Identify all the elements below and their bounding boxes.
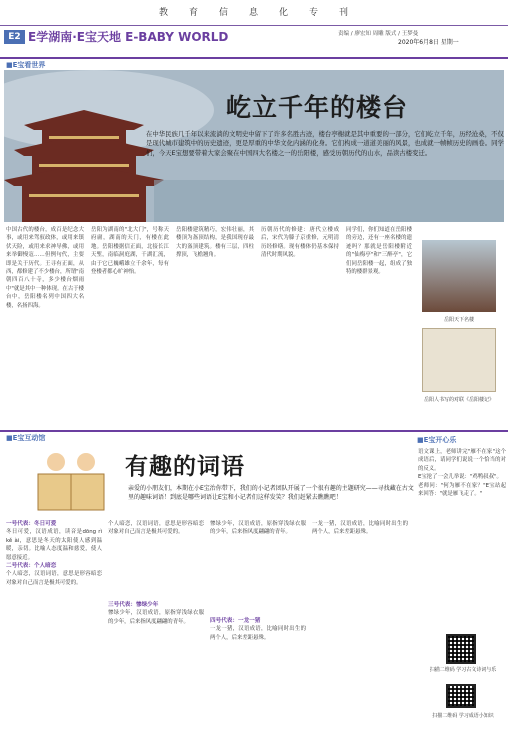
hero-title: 屹立千年的楼台 — [226, 93, 409, 122]
subhead-2: 二号代表：个人暗恋 — [6, 563, 57, 570]
paragraph-1: 冬日可爱，汉语成语，读音是dōng rì kě ài，意思是冬天的太阳使人感到温暖，亲切。比喻人态度温和慈爱，使人愿意接近。 — [6, 529, 102, 561]
subhead-4: 四号代表：一龙一猪 — [210, 617, 261, 624]
qr-code-2[interactable] — [446, 684, 476, 708]
article-column-1: 中国古代的楼台，成百是纪念大事，或用来驾驭政体，或用来镇伏天险，或用来求神导佛，或用来举御慢寇……但例句代，主要即是关于历代。王寻有正面，从西，都修建了不少楼台，所谓"南朝四百八十寺，多少楼台烟雨中"就是其中一种体现。在古于楼台中，岳阳楼名列中国四大名楼，名扬四海。 — [6, 227, 84, 309]
qr-caption-2: 扫描二维码 学习成语小知识 — [432, 713, 494, 719]
tower-photo — [422, 240, 496, 312]
masthead — [0, 0, 508, 26]
section-divider — [0, 57, 508, 68]
qr-code-1[interactable] — [446, 634, 476, 664]
words-column-1 — [6, 520, 102, 730]
words-title: 有趣的词语 — [125, 453, 245, 480]
sidebar-tag: ■E宝开心乐 — [417, 436, 457, 444]
section2-tag: ■E宝互动馆 — [6, 434, 46, 442]
page-code-badge: E2 — [4, 30, 25, 44]
article-column-3: 岳阳楼建筑精巧，宏伟壮丽，其楼顶为盔顶结构，是我国现存最大的盔顶建筑。楼有三层，四柱撑顶，飞檐翘角。 — [176, 227, 254, 259]
article-column-5: 同学们，你们知道在岳阳楼的旁边，还有一座名楼的遗迹吗？那就是岳阳楼附近的"仙梅亭"和"三醉亭"，它们同岳阳楼一起，组成了独特的楼群景观。 — [346, 227, 412, 276]
qr-caption-1: 扫描二维码 学习古文诗词与乐 — [429, 667, 497, 673]
editors-line: 责编 / 廖宏知 周雕 版式 / 王梦曼 — [338, 31, 419, 37]
subhead-1: 一号代表：冬日可爱 — [6, 521, 57, 527]
masthead-title: 教育信息化专刊 — [158, 8, 369, 18]
joke-1: 语文课上，老师讲完"雁不在家"这个成语后，请同学们说说一个恰当的对的反义。 — [418, 449, 506, 472]
article-column-2: 岳阳为湖南的"北大门"，号称天府庸，湖南的天门，有楼在此地。岳阳楼据信正面，北接长江天堑，南临洞庭湖，千湖汇流，由于它已巍峨雄立千余年，每有登楼者都心旷神怡。 — [91, 227, 169, 276]
section1-tag: ■E宝看世界 — [6, 61, 46, 69]
subhead-3: 三号代表：惨绿少年 — [108, 601, 159, 608]
paragraph-2-cont: 个人暗恋，汉语词语，意思是形容暗恋对象对自己而言是极其可爱的。 — [108, 521, 204, 536]
date-line: 2020年6月8日 星期一 — [398, 39, 459, 46]
paragraph-4-cont: 一龙一猪，汉语成语，比喻同时出生的两个人，后来差距悬殊。 — [312, 521, 408, 536]
article-column-4: 历朝历代的修建：唐代立楼成后，宋代为滕子京重修，元明清历经修缮。现有楼体仍基本保持清代时期风貌。 — [261, 227, 339, 259]
paragraph-2: 个人暗恋，汉语词语，意思是形容暗恋对象对自己而言是极其可爱的。 — [6, 571, 102, 586]
calligraphy-photo-caption: 岳阳人书写的对联《岳阳楼记》 — [423, 397, 494, 403]
section-title: E学湖南·E宝天地 E-BABY WORLD — [28, 30, 229, 44]
joke-3: 老师问："何为雁不在家？"E宝站起来回答："就是雁飞走了。" — [418, 482, 506, 498]
tower-photo-caption: 岳阳天下名楼 — [443, 317, 474, 323]
words-column-3 — [210, 520, 306, 730]
paragraph-4: 一龙一猪，汉语成语，比喻同时出生的两个人，后来差距悬殊。 — [210, 626, 306, 641]
words-column-4 — [312, 520, 408, 730]
book-illustration — [30, 446, 112, 518]
words-intro: 亲爱的小朋友们，本期在小E宝治你带下，我们的小记者团队开展了一个很有趣的主题研究——寻找藏在古文里的趣味词语！到底是哪些词语让E宝和小记者们这样发笑？我们赶紧去瞧瞧吧！ — [128, 485, 414, 501]
calligraphy-photo — [422, 328, 496, 392]
joke-2: E宝抢了一会儿举说："鸡鸭叔叔"。 — [418, 474, 502, 481]
words-column-2 — [108, 520, 204, 730]
hero-intro: 在中华民族几千年以来流淌的文明史中留下了许多名胜古迹，楼台亭榭就是其中重要的一部分，它们屹立千年，历经沧桑，不仅是现代城市建筑中的历史遗迹，更是厚重的中华文化内涵的化身。它们构成一道道美丽的风景，也成就一帧帧历史的画卷。同学们，今天E宝想要带着大家会聚在中国四大名楼之一的岳阳楼，感受历朝历代的山水，品读古楼变迁。 — [146, 130, 504, 157]
paragraph-3: 惨绿少年，汉语成语，原指穿浅绿衣服的少年，后来指风度翩翩的青年。 — [108, 610, 204, 625]
paragraph-3-cont: 惨绿少年，汉语成语，原指穿浅绿衣服的少年，后来指风度翩翩的青年。 — [210, 521, 306, 536]
